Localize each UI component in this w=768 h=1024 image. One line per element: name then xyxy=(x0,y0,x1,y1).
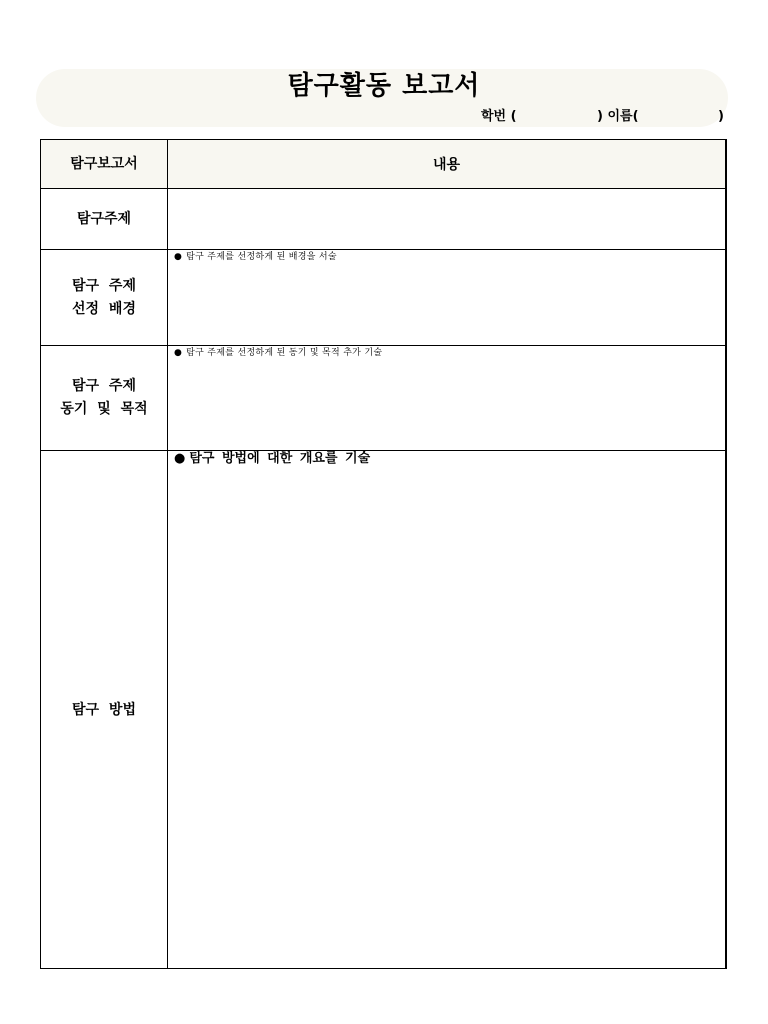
row-motivation xyxy=(41,346,725,451)
row-background xyxy=(41,250,725,346)
label-topic: 탐구주제 xyxy=(41,189,168,249)
bullet-icon: ● xyxy=(174,348,183,358)
name-close-paren: ) xyxy=(718,109,724,124)
page-title: 탐구활동 보고서 xyxy=(287,71,481,101)
hint-method xyxy=(174,451,370,467)
row-method xyxy=(41,451,725,969)
input-background[interactable] xyxy=(168,250,725,345)
input-motivation[interactable] xyxy=(168,346,725,450)
hint-background-text: 탐구 주제를 선정하게 된 배경을 서술 xyxy=(186,252,337,262)
input-method[interactable] xyxy=(168,451,725,969)
table-header-row xyxy=(41,140,725,189)
label-method: 탐구 방법 xyxy=(41,451,168,969)
hint-motivation-text: 탐구 주제를 선정하게 된 동기 및 목적 추가 기술 xyxy=(186,348,383,358)
header-cell-content: 내용 xyxy=(432,157,461,173)
input-topic[interactable] xyxy=(168,189,725,249)
header-cell-report: 탐구보고서 xyxy=(41,140,168,188)
report-table xyxy=(40,139,727,969)
student-id-label: 학번 ( xyxy=(481,109,517,124)
label-background: 탐구 주제 선정 배경 xyxy=(41,250,168,345)
bullet-icon: ● xyxy=(174,451,186,466)
bullet-icon: ● xyxy=(174,252,183,262)
row-topic xyxy=(41,189,725,250)
hint-background xyxy=(174,251,337,263)
label-motivation: 탐구 주제 동기 및 목적 xyxy=(41,346,168,450)
name-label: ) 이름( xyxy=(597,109,639,124)
hint-method-text: 탐구 방법에 대한 개요를 기술 xyxy=(189,451,371,466)
hint-motivation xyxy=(174,347,382,359)
